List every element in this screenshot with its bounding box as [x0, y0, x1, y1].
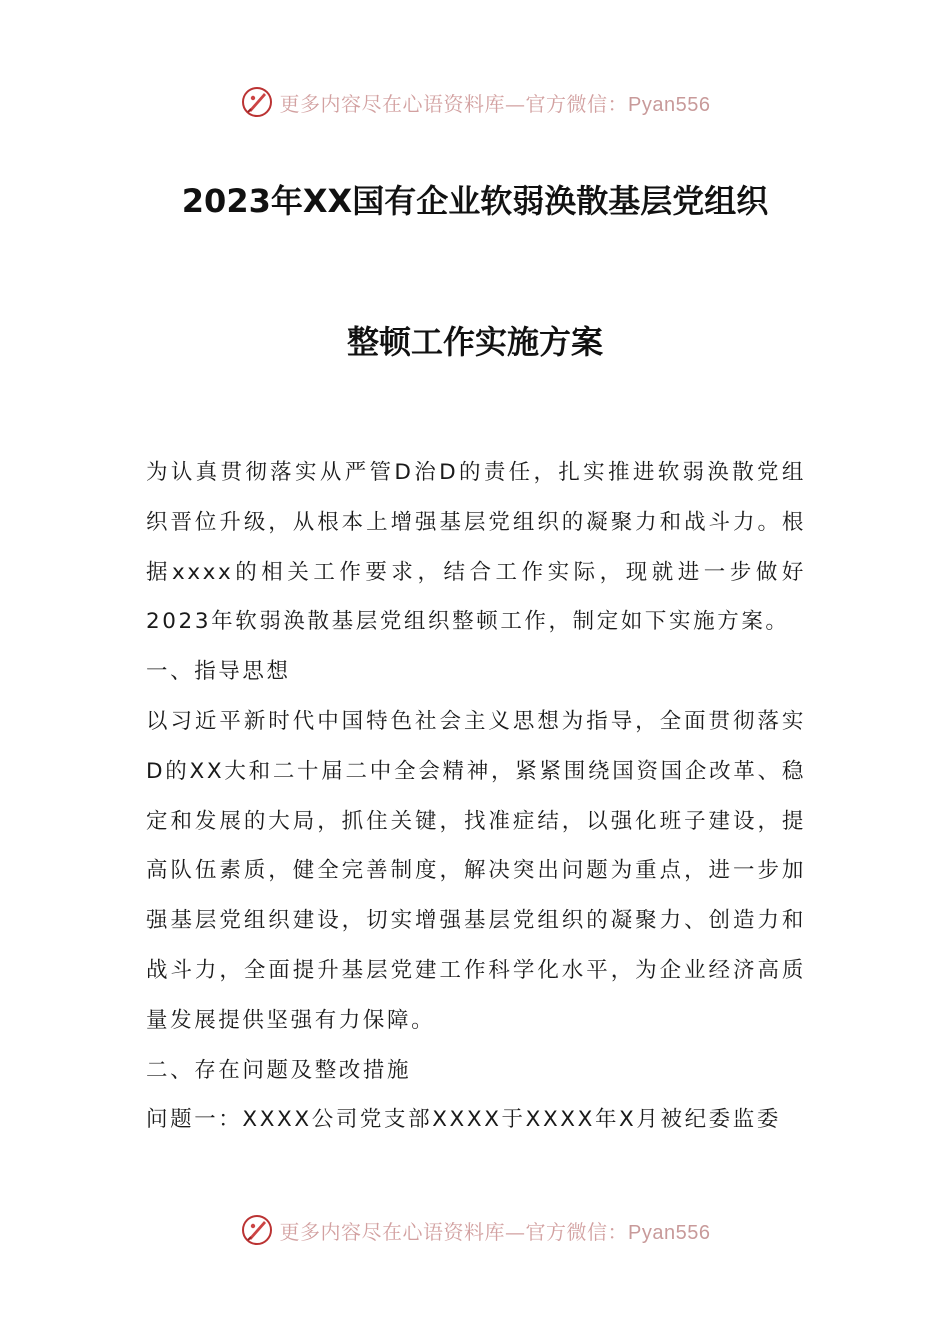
quill-logo-icon — [240, 85, 274, 119]
section-heading-problems: 二、存在问题及整改措施 — [146, 1057, 412, 1083]
paragraph-intro: 为认真贯彻落实从严管D治D的责任，扎实推进软弱涣散党组织晋位升级，从根本上增强基层党组织的凝聚力和战斗力。根据xxxx的相关工作要求，结合工作实际，现就进一步做好2023年软弱涣散基层党组织整顿工作，制定如下实施方案。 — [146, 460, 806, 635]
watermark-text: 更多内容尽在心语资料库—官方微信：Pyan556 — [279, 1219, 711, 1244]
document-body — [146, 448, 806, 1145]
section-heading-guiding-thought: 一、指导思想 — [146, 659, 291, 685]
watermark-text: 更多内容尽在心语资料库—官方微信：Pyan556 — [279, 91, 711, 116]
quill-logo-icon — [240, 1213, 274, 1247]
footer-watermark — [0, 1210, 950, 1250]
header-watermark — [0, 82, 950, 122]
watermark-account: Pyan556 — [628, 1221, 711, 1244]
paragraph-guiding-thought: 以习近平新时代中国特色社会主义思想为指导，全面贯彻落实D的XX大和二十届二中全会精神，紧紧围绕国资国企改革、稳定和发展的大局，抓住关键，找准症结，以强化班子建设，提高队伍素质，健全完善制度，解决突出问题为重点，进一步加强基层党组织建设，切实增强基层党组织的凝聚力、创造力和战斗力，全面提升基层党建工作科学化水平，为企业经济高质量发展提供坚强有力保障。 — [146, 708, 806, 1033]
paragraph-problem-one: 问题一：XXXX公司党支部XXXX于XXXX年X月被纪委监委 — [146, 1107, 781, 1133]
watermark-account: Pyan556 — [628, 93, 711, 116]
document-title-line1: 2023年XX国有企业软弱涣散基层党组织 — [181, 182, 769, 220]
document-title-line2: 整顿工作实施方案 — [346, 323, 603, 361]
